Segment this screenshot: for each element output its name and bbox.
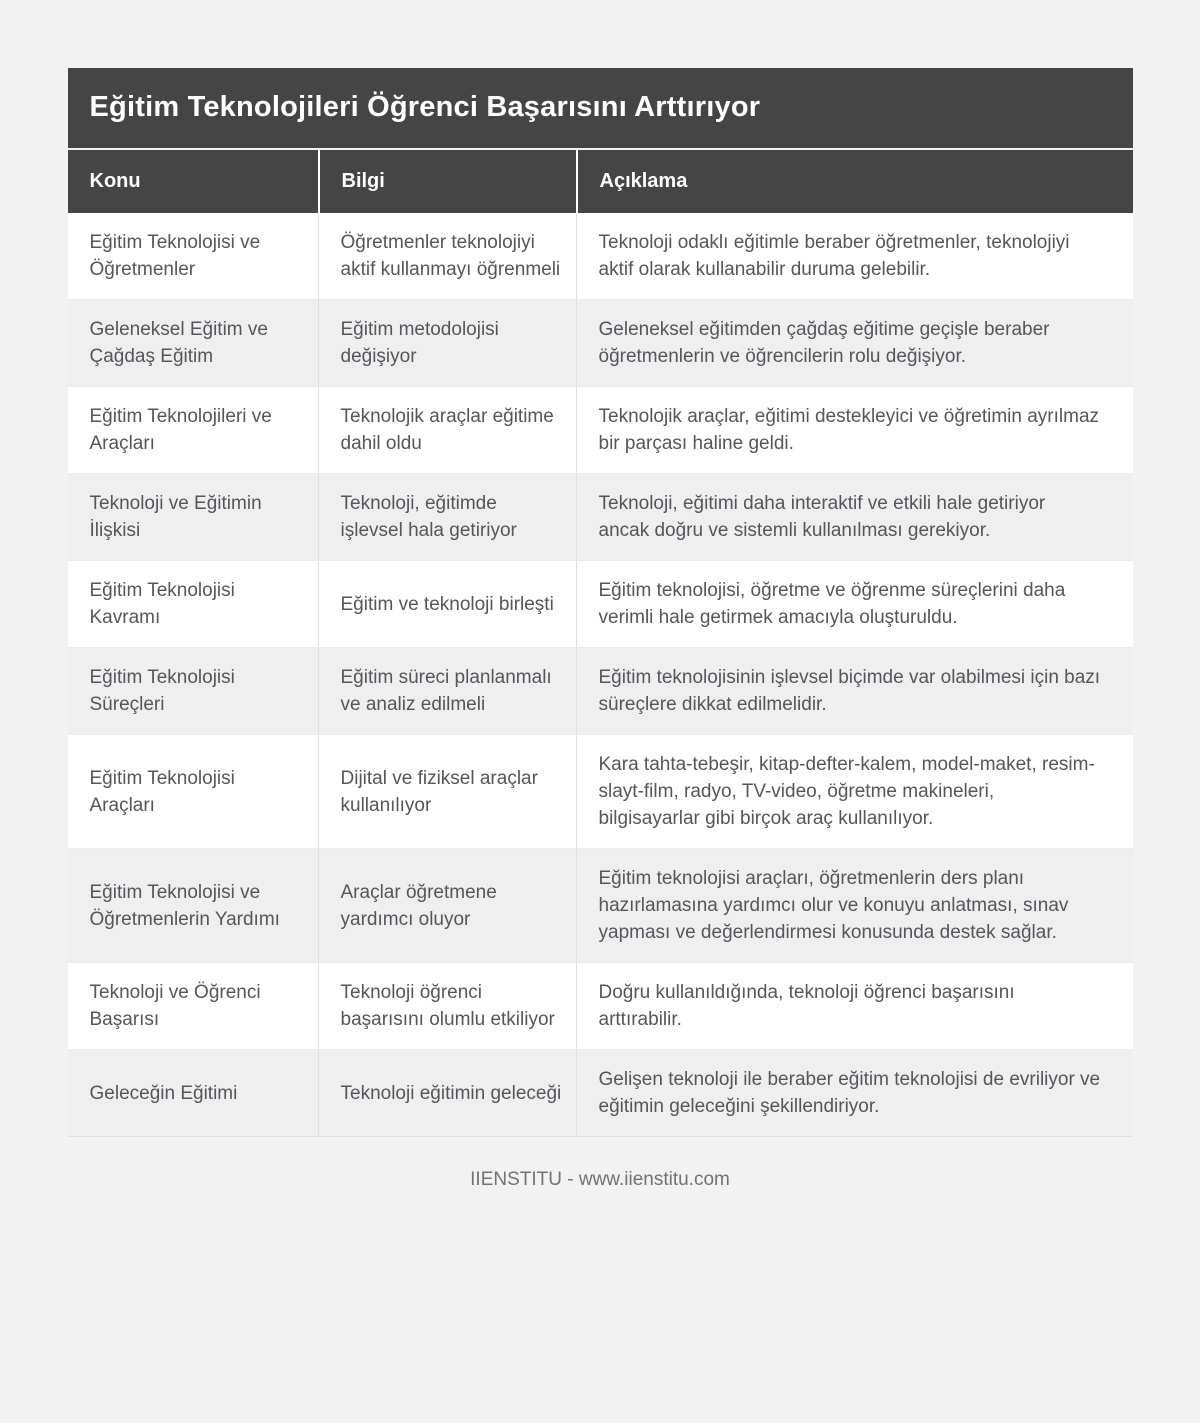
footer-text: IIENSTITU - www.iienstitu.com bbox=[470, 1169, 730, 1190]
cell-konu: Eğitim Teknolojisi ve Öğretmenler bbox=[89, 232, 261, 280]
cell-konu: Geleceğin Eğitimi bbox=[89, 1082, 238, 1104]
cell-aciklama: Eğitim teknolojisinin işlevsel biçimde var olabilmesi için bazı süreçlere dikkat edilmelidir. bbox=[576, 648, 1133, 734]
table-row bbox=[68, 213, 1133, 299]
cell-aciklama: Teknoloji odaklı eğitimle beraber öğretmenler, teknolojiyi aktif olarak kullanabilir duruma gelebilir. bbox=[576, 213, 1133, 299]
cell-bilgi: Dijital ve fiziksel araçlar kullanılıyor bbox=[318, 735, 576, 848]
column-header-aciklama: Açıklama bbox=[576, 150, 1133, 213]
cell-aciklama: Doğru kullanıldığında, teknoloji öğrenci başarısını arttırabilir. bbox=[576, 963, 1133, 1049]
cell-bilgi: Teknoloji öğrenci başarısını olumlu etkiliyor bbox=[318, 963, 576, 1049]
cell-aciklama: Gelişen teknoloji ile beraber eğitim teknolojisi de evriliyor ve eğitimin geleceğini şekillendiriyor. bbox=[576, 1050, 1133, 1136]
cell-konu: Geleneksel Eğitim ve Çağdaş Eğitim bbox=[89, 319, 268, 367]
table-row bbox=[68, 962, 1133, 1049]
table-row bbox=[68, 473, 1133, 560]
cell-konu: Eğitim Teknolojisi Araçları bbox=[89, 767, 235, 816]
cell-aciklama: Eğitim teknolojisi araçları, öğretmenlerin ders planı hazırlamasına yardımcı olur ve konuyu anlatması, sınav yapması ve değerlendirmesi konusunda destek sağlar. bbox=[576, 849, 1133, 962]
table-body bbox=[68, 213, 1133, 1137]
cell-konu: Eğitim Teknolojisi ve Öğretmenlerin Yardımı bbox=[89, 881, 280, 930]
cell-konu: Teknoloji ve Öğrenci Başarısı bbox=[89, 982, 261, 1030]
table-header-row bbox=[68, 150, 1133, 213]
column-header-bilgi: Bilgi bbox=[318, 150, 576, 213]
table-row bbox=[68, 386, 1133, 473]
column-header-konu: Konu bbox=[89, 170, 141, 192]
cell-bilgi: Teknoloji, eğitimde işlevsel hala getiriyor bbox=[318, 474, 576, 560]
page-title: Eğitim Teknolojileri Öğrenci Başarısını Arttırıyor bbox=[68, 68, 1133, 148]
cell-bilgi: Teknolojik araçlar eğitime dahil oldu bbox=[318, 387, 576, 473]
table-card bbox=[68, 68, 1133, 1137]
cell-bilgi: Öğretmenler teknolojiyi aktif kullanmayı öğrenmeli bbox=[318, 213, 576, 299]
cell-aciklama: Eğitim teknolojisi, öğretme ve öğrenme süreçlerini daha verimli hale getirmek amacıyla oluşturuldu. bbox=[576, 561, 1133, 647]
table-row bbox=[68, 299, 1133, 386]
cell-bilgi: Eğitim süreci planlanmalı ve analiz edilmeli bbox=[318, 648, 576, 734]
table-row bbox=[68, 848, 1133, 962]
table-row bbox=[68, 734, 1133, 848]
cell-bilgi: Eğitim ve teknoloji birleşti bbox=[318, 561, 576, 647]
table-row bbox=[68, 560, 1133, 647]
cell-bilgi: Teknoloji eğitimin geleceği bbox=[318, 1050, 576, 1136]
cell-konu: Eğitim Teknolojisi Süreçleri bbox=[89, 667, 235, 715]
cell-aciklama: Kara tahta-tebeşir, kitap-defter-kalem, model-maket, resim-slayt-film, radyo, TV-video, öğretme makineleri, bilgisayarlar gibi birçok araç kullanılıyor. bbox=[576, 735, 1133, 848]
cell-konu: Eğitim Teknolojisi Kavramı bbox=[89, 580, 235, 628]
cell-aciklama: Geleneksel eğitimden çağdaş eğitime geçişle beraber öğretmenlerin ve öğrencilerin rolu değişiyor. bbox=[576, 300, 1133, 386]
table-row bbox=[68, 647, 1133, 734]
table-row bbox=[68, 1049, 1133, 1136]
cell-bilgi: Araçlar öğretmene yardımcı oluyor bbox=[318, 849, 576, 962]
cell-aciklama: Teknolojik araçlar, eğitimi destekleyici ve öğretimin ayrılmaz bir parçası haline geldi. bbox=[576, 387, 1133, 473]
cell-aciklama: Teknoloji, eğitimi daha interaktif ve etkili hale getiriyor ancak doğru ve sistemli kullanılması gerekiyor. bbox=[576, 474, 1133, 560]
cell-konu: Eğitim Teknolojileri ve Araçları bbox=[89, 406, 272, 454]
cell-konu: Teknoloji ve Eğitimin İlişkisi bbox=[89, 493, 262, 541]
cell-bilgi: Eğitim metodolojisi değişiyor bbox=[318, 300, 576, 386]
